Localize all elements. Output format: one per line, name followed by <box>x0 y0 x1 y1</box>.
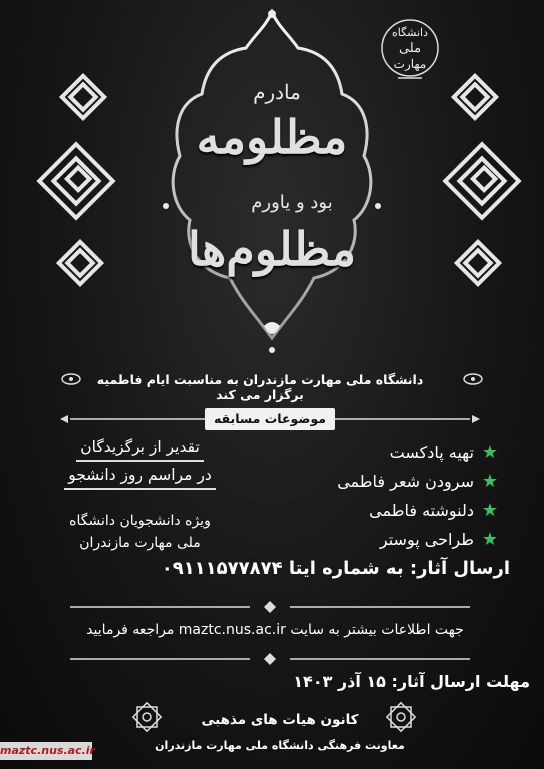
topic-label: سرودن شعر فاطمی <box>337 472 474 491</box>
ornament-left <box>60 372 82 386</box>
svg-text:مهارت: مهارت <box>393 57 427 71</box>
announcement-text: دانشگاه ملی مهارت مازندران به مناسبت ایام فاطمیه برگزار می کند <box>96 372 424 402</box>
award-note <box>40 434 240 490</box>
eligibility-note <box>40 510 240 554</box>
divider-deadline <box>70 652 470 666</box>
svg-text:ملی: ملی <box>398 41 422 56</box>
list-item <box>290 525 500 554</box>
kufic-pattern-right <box>428 70 538 290</box>
title-line-4: مظلوم‌ها <box>187 222 357 276</box>
organizer-name: کانون هیات های مذهبی <box>201 712 359 728</box>
ornament-right <box>462 372 484 386</box>
deadline-text: مهلت ارسال آثار: ۱۵ آذر ۱۴۰۳ <box>293 672 530 691</box>
award-line-1: تقدیر از برگزیدگان <box>76 434 204 462</box>
svg-text:دانشگاه: دانشگاه <box>391 26 429 39</box>
title-line-1: مادرم <box>253 80 301 104</box>
topics-list <box>290 438 500 554</box>
title-line-2: مظلومه <box>196 110 348 164</box>
divider-info <box>70 600 470 614</box>
award-line-2: در مراسم روز دانشجو <box>64 462 215 490</box>
star-icon: ★ <box>481 442 499 463</box>
list-item <box>290 438 500 467</box>
more-info-text: جهت اطلاعات بیشتر به سایت maztc.nus.ac.ir مراجعه فرمایید <box>86 622 464 638</box>
calligraphy-frame <box>150 6 394 358</box>
website-tag: maztc.nus.ac.ir <box>0 742 92 760</box>
star-icon: ★ <box>481 529 499 550</box>
submission-info: ارسال آثار: به شماره ایتا ۰۹۱۱۱۵۷۷۸۷۴ <box>161 558 510 579</box>
organizer-subtitle: معاونت فرهنگی دانشگاه ملی مهارت مازندران <box>155 739 405 752</box>
title-line-3: بود و یاورم <box>251 192 333 213</box>
topic-label: طراحی پوستر <box>379 530 474 549</box>
topic-label: تهیه پادکست <box>389 443 474 462</box>
eligibility-line-2: ملی مهارت مازندران <box>79 535 201 551</box>
rosette-left <box>130 700 164 734</box>
star-icon: ★ <box>481 500 499 521</box>
eligibility-line-1: ویژه دانشجویان دانشگاه <box>69 513 211 529</box>
list-item <box>290 496 500 525</box>
topics-header: موضوعات مسابقه <box>205 408 335 430</box>
star-icon: ★ <box>481 471 499 492</box>
list-item <box>290 467 500 496</box>
kufic-pattern-left <box>20 70 130 290</box>
topic-label: دلنوشته فاطمی <box>369 501 474 520</box>
